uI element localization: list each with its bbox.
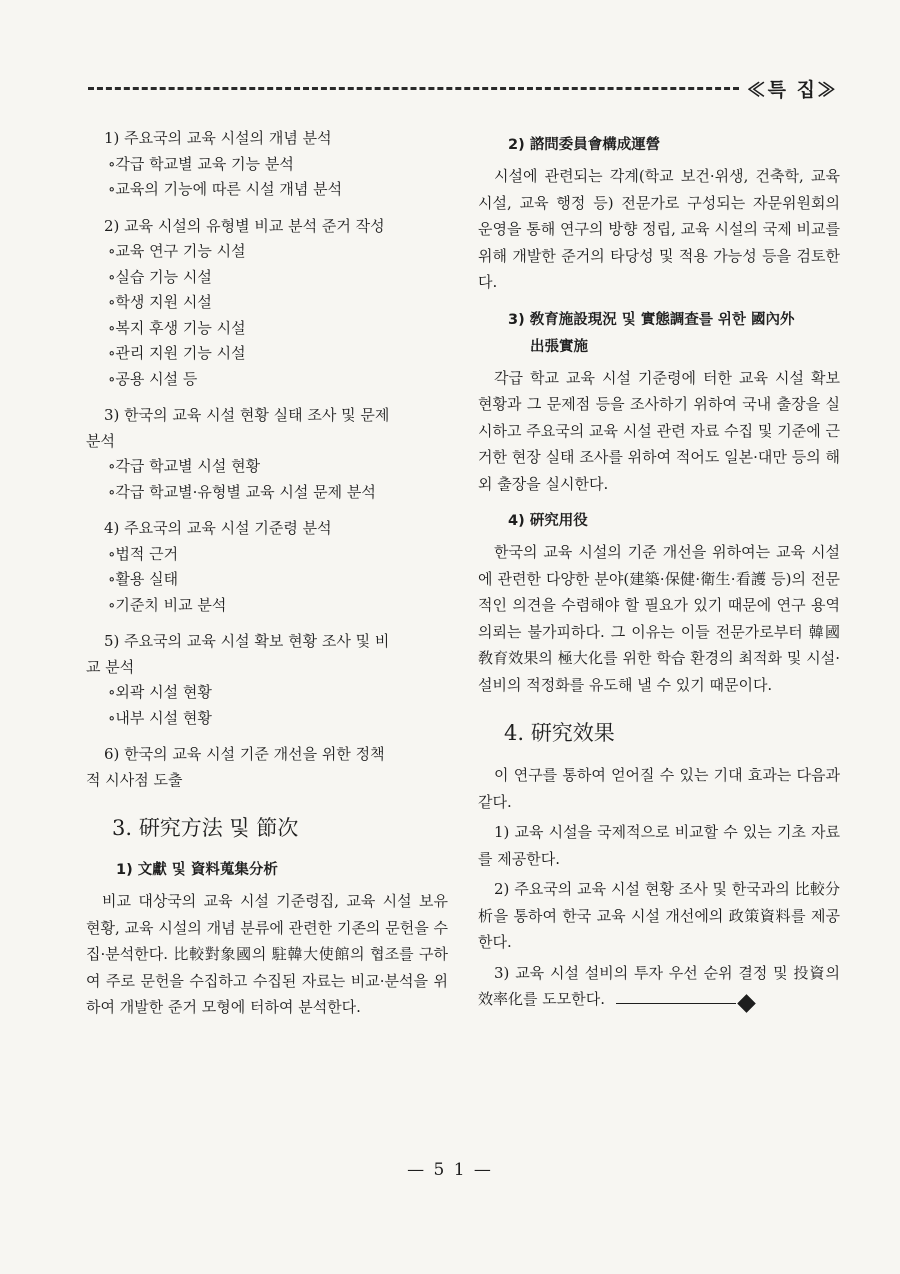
subsection-2-title: 2) 諮問委員會構成運營 xyxy=(508,137,661,153)
effects-intro: 이 연구를 통하여 얻어질 수 있는 기대 효과는 다음과 같다. xyxy=(478,766,840,811)
list-item: ∘내부 시설 현황 xyxy=(108,708,212,727)
effect-3-text: 3) 교육 시설 설비의 투자 우선 순위 결정 및 投資의 效率化를 도모한다. xyxy=(478,963,840,1008)
list-item: ∘기준치 비교 분석 xyxy=(108,595,227,614)
list-heading-continued: 분석 xyxy=(86,431,115,450)
section-3-title: 3. 硏究方法 및 節次 xyxy=(112,816,299,840)
list-heading: 4) 주요국의 교육 시설 기준령 분석 xyxy=(104,519,332,537)
subsection-1-paragraph: 비교 대상국의 교육 시설 기준령집, 교육 시설 보유 현황, 교육 시설의 개념 분류에 관련한 기존의 문헌을 수집·분석한다. 比較對象國의 駐韓大使館의 협조를 구하여 주로 문헌을 수집하고 수집된 자료는 비교·분석을 위하여 개발한 준거 모형에 터하여 분석한다. xyxy=(86,892,448,1016)
subsection-1-title: 1) 文獻 및 資料蒐集分析 xyxy=(116,862,278,878)
list-item: ∘공용 시설 등 xyxy=(108,369,198,388)
list-heading-continued: 적 시사점 도출 xyxy=(86,770,183,789)
list-item: ∘활용 실태 xyxy=(108,570,179,588)
list-item: ∘학생 지원 시설 xyxy=(108,293,212,311)
effect-2: 2) 주요국의 교육 시설 현황 조사 및 한국과의 比較分析을 통하여 한국 교육 시설 개선에의 政策資料를 제공한다. xyxy=(478,880,840,951)
list-gap xyxy=(86,505,448,516)
left-column xyxy=(86,126,448,1021)
effect-1: 1) 교육 시설을 국제적으로 비교할 수 있는 기초 자료를 제공한다. xyxy=(478,823,840,868)
list-item: ∘관리 지원 기능 시설 xyxy=(108,344,246,362)
list-heading: 3) 한국의 교육 시설 현황 실태 조사 및 문제 xyxy=(104,406,390,424)
subsection-4-paragraph: 한국의 교육 시설의 기준 개선을 위하여는 교육 시설에 관련한 다양한 분야(建築·保健·衛生·看護 등)의 전문적인 의견을 수렴해야 할 필요가 있기 때문에 연구 용역 의뢰는 불가피하다. 그 이유는 이들 전문가로부터 韓國敎育效果의 極大化를 위한 학습 환경의 최적화 및 시설·설비의 적정화를 유도해 낼 수 있기 때문이다. xyxy=(478,543,840,694)
page-header xyxy=(88,74,838,102)
list-item: ∘교육의 기능에 따른 시설 개념 분석 xyxy=(108,180,343,198)
list-gap xyxy=(86,731,448,742)
list-gap xyxy=(86,392,448,403)
subsection-3-title xyxy=(478,307,840,361)
list-item: ∘법적 근거 xyxy=(108,544,179,563)
list-heading: 5) 주요국의 교육 시설 확보 현황 조사 및 비 xyxy=(104,632,390,650)
list-item: ∘각급 학교별·유형별 교육 시설 문제 분석 xyxy=(108,482,376,501)
subsection-4-title: 4) 硏究用役 xyxy=(508,513,588,529)
list-gap xyxy=(86,203,448,214)
list-heading: 1) 주요국의 교육 시설의 개념 분석 xyxy=(104,129,332,147)
subsection-3-title-line2: 出張實施 xyxy=(530,338,588,355)
subsection-3-paragraph: 각급 학교 교육 시설 기준령에 터한 교육 시설 확보 현황과 그 문제점 등을 조사하기 위하여 국내 출장을 실시하고 주요국의 교육 시설 관련 자료 수집 및 기준에 근거한 현장 실태 조사를 위하여 적어도 일본·대만 등의 해외 출장을 실시한다. xyxy=(478,368,840,493)
section-tag: ≪특 집≫ xyxy=(746,78,838,101)
section-4-title: 4. 硏究效果 xyxy=(504,721,615,745)
header-dashed-rule xyxy=(88,87,739,90)
subsection-3-title-line1: 3) 敎育施設現況 및 實態調査를 위한 國內外 xyxy=(508,311,795,328)
list-heading: 6) 한국의 교육 시설 기준 개선을 위한 정책 xyxy=(104,745,385,763)
subsection-2-paragraph: 시설에 관련되는 각계(학교 보건·위생, 건축학, 교육 시설, 교육 행정 등) 전문가로 구성되는 자문위원회의 운영을 통해 연구의 방향 정립, 교육 시설의 국제 비교를 위해 개발한 준거의 타당성 및 적용 가능성 등을 검토한다. xyxy=(478,167,840,291)
list-item: ∘실습 기능 시설 xyxy=(108,267,212,286)
list-heading-continued: 교 분석 xyxy=(86,657,135,676)
list-item: ∘복지 후생 기능 시설 xyxy=(108,318,246,337)
list-heading: 2) 교육 시설의 유형별 비교 분석 준거 작성 xyxy=(104,216,385,235)
end-mark-icon xyxy=(610,997,753,1010)
list-item: ∘외곽 시설 현황 xyxy=(108,683,212,701)
effect-3 xyxy=(478,960,840,1013)
page-number: — 5 1 — xyxy=(407,1160,493,1180)
research-content-list xyxy=(86,126,448,793)
list-item: ∘교육 연구 기능 시설 xyxy=(108,242,246,260)
list-item: ∘각급 학교별 시설 현황 xyxy=(108,457,261,475)
right-column xyxy=(478,126,840,1013)
list-item: ∘각급 학교별 교육 기능 분석 xyxy=(108,154,294,173)
list-gap xyxy=(86,618,448,629)
